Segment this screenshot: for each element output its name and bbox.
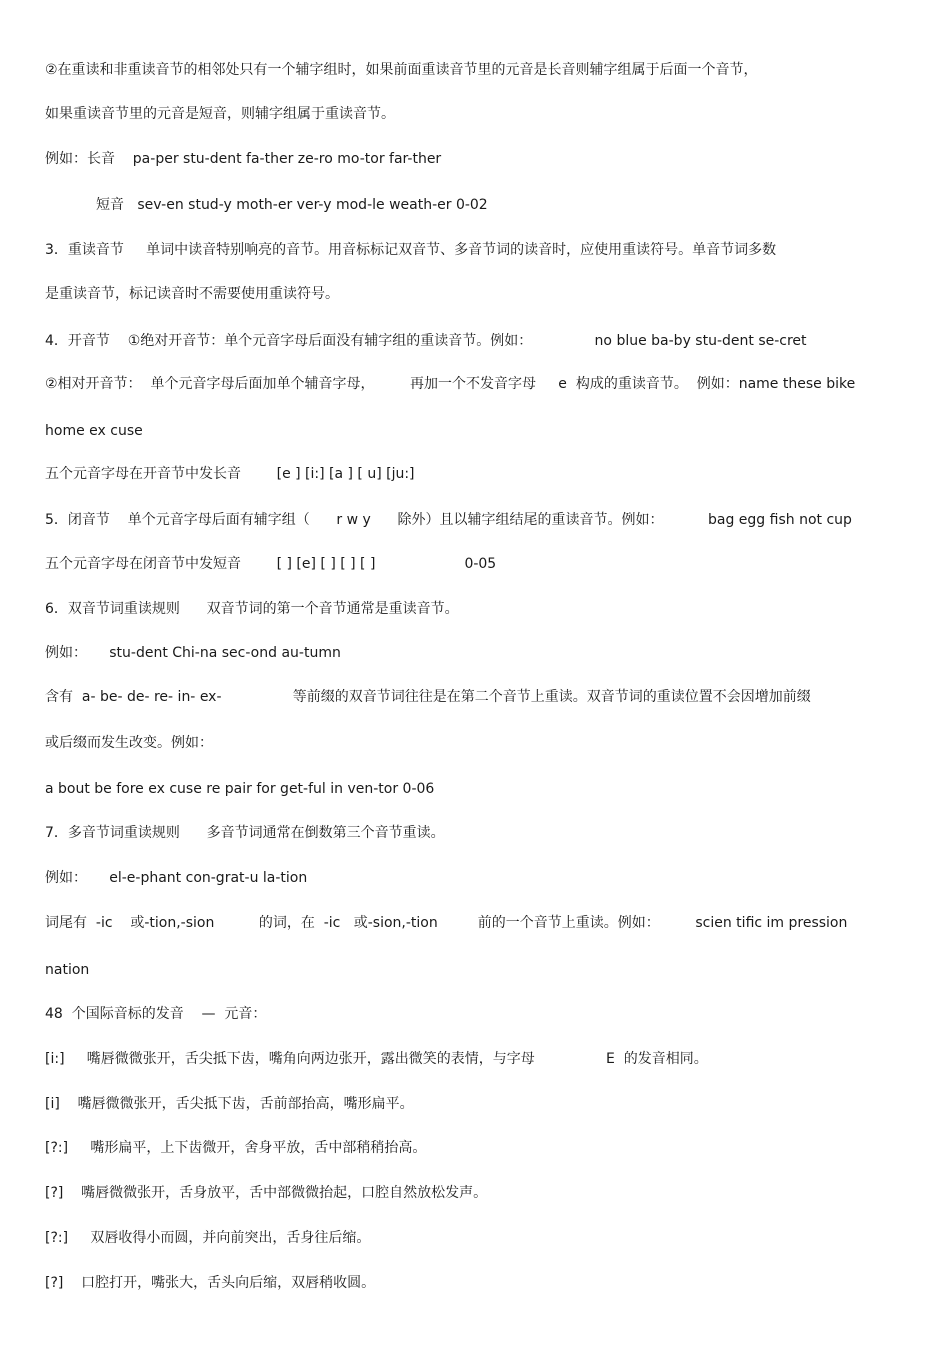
- text-line: [?] 嘴唇微微张开，舌身放平，舌中部微微抬起，口腔自然放松发声。: [45, 1185, 488, 1201]
- text-line: 五个元音字母在闭音节中发短音 [ ] [e] [ ] [ ] [ ] 0-05: [45, 556, 497, 572]
- text-line: 含有 a- be- de- re- in- ex- 等前缀的双音节词往往是在第二个音节上重读。双音节词的重读位置不会因增加前缀: [45, 689, 811, 705]
- text-line: 词尾有 -ic 或-tion,-sion 的词，在 -ic 或-sion,-tion 前的一个音节上重读。例如： scien tific im pression: [45, 915, 848, 931]
- text-line: ②在重读和非重读音节的相邻处只有一个辅字组时，如果前面重读音节里的元音是长音则辅字组属于后面一个音节，: [45, 62, 758, 78]
- text-line: 48 个国际音标的发音 — 元音：: [45, 1006, 267, 1022]
- text-line: 7．多音节词重读规则 多音节词通常在倒数第三个音节重读。: [45, 825, 445, 841]
- text-line: 或后缀而发生改变。例如：: [45, 735, 213, 751]
- text-line: [i] 嘴唇微微张开，舌尖抵下齿，舌前部抬高，嘴形扁平。: [45, 1096, 414, 1112]
- text-line: [i:] 嘴唇微微张开，舌尖抵下齿，嘴角向两边张开，露出微笑的表情，与字母 E 的发音相同。: [45, 1051, 708, 1067]
- text-line: 例如： el-e-phant con-grat-u la-tion: [45, 870, 308, 886]
- text-line: home ex cuse: [45, 423, 143, 439]
- text-line: 是重读音节，标记读音时不需要使用重读符号。: [45, 286, 339, 302]
- text-line: 4．开音节 ①绝对开音节：单个元音字母后面没有辅字组的重读音节。例如： no blue ba-by stu-dent se-cret: [45, 333, 807, 349]
- text-line: 例如： stu-dent Chi-na sec-ond au-tumn: [45, 645, 341, 661]
- text-line: [?] 口腔打开，嘴张大，舌头向后缩，双唇稍收圆。: [45, 1275, 376, 1291]
- text-line: 3．重读音节 单词中读音特别响亮的音节。用音标标记双音节、多音节词的读音时，应使用重读符号。单音节词多数: [45, 242, 777, 258]
- text-line: 短音 sev-en stud-y moth-er ver-y mod-le weath-er 0-02: [96, 197, 488, 213]
- text-line: nation: [45, 962, 90, 978]
- text-line: 五个元音字母在开音节中发长音 [e ] [i:] [a ] [ u] [ju:]: [45, 466, 415, 482]
- text-line: 6．双音节词重读规则 双音节词的第一个音节通常是重读音节。: [45, 601, 459, 617]
- text-line: [?:] 嘴形扁平，上下齿微开，舍身平放，舌中部稍稍抬高。: [45, 1140, 427, 1156]
- text-line: 5．闭音节 单个元音字母后面有辅字组（ r w y 除外）且以辅字组结尾的重读音节。例如： bag egg fish not cup: [45, 512, 852, 528]
- text-line: ②相对开音节： 单个元音字母后面加单个辅音字母， 再加一个不发音字母 e 构成的重读音节。 例如：name these bike: [45, 376, 856, 392]
- text-line: [?:] 双唇收得小而圆，并向前突出，舌身往后缩。: [45, 1230, 371, 1246]
- text-line: 例如：长音 pa-per stu-dent fa-ther ze-ro mo-tor far-ther: [45, 151, 442, 167]
- text-line: 如果重读音节里的元音是短音，则辅字组属于重读音节。: [45, 106, 395, 122]
- text-line: a bout be fore ex cuse re pair for get-ful in ven-tor 0-06: [45, 781, 435, 797]
